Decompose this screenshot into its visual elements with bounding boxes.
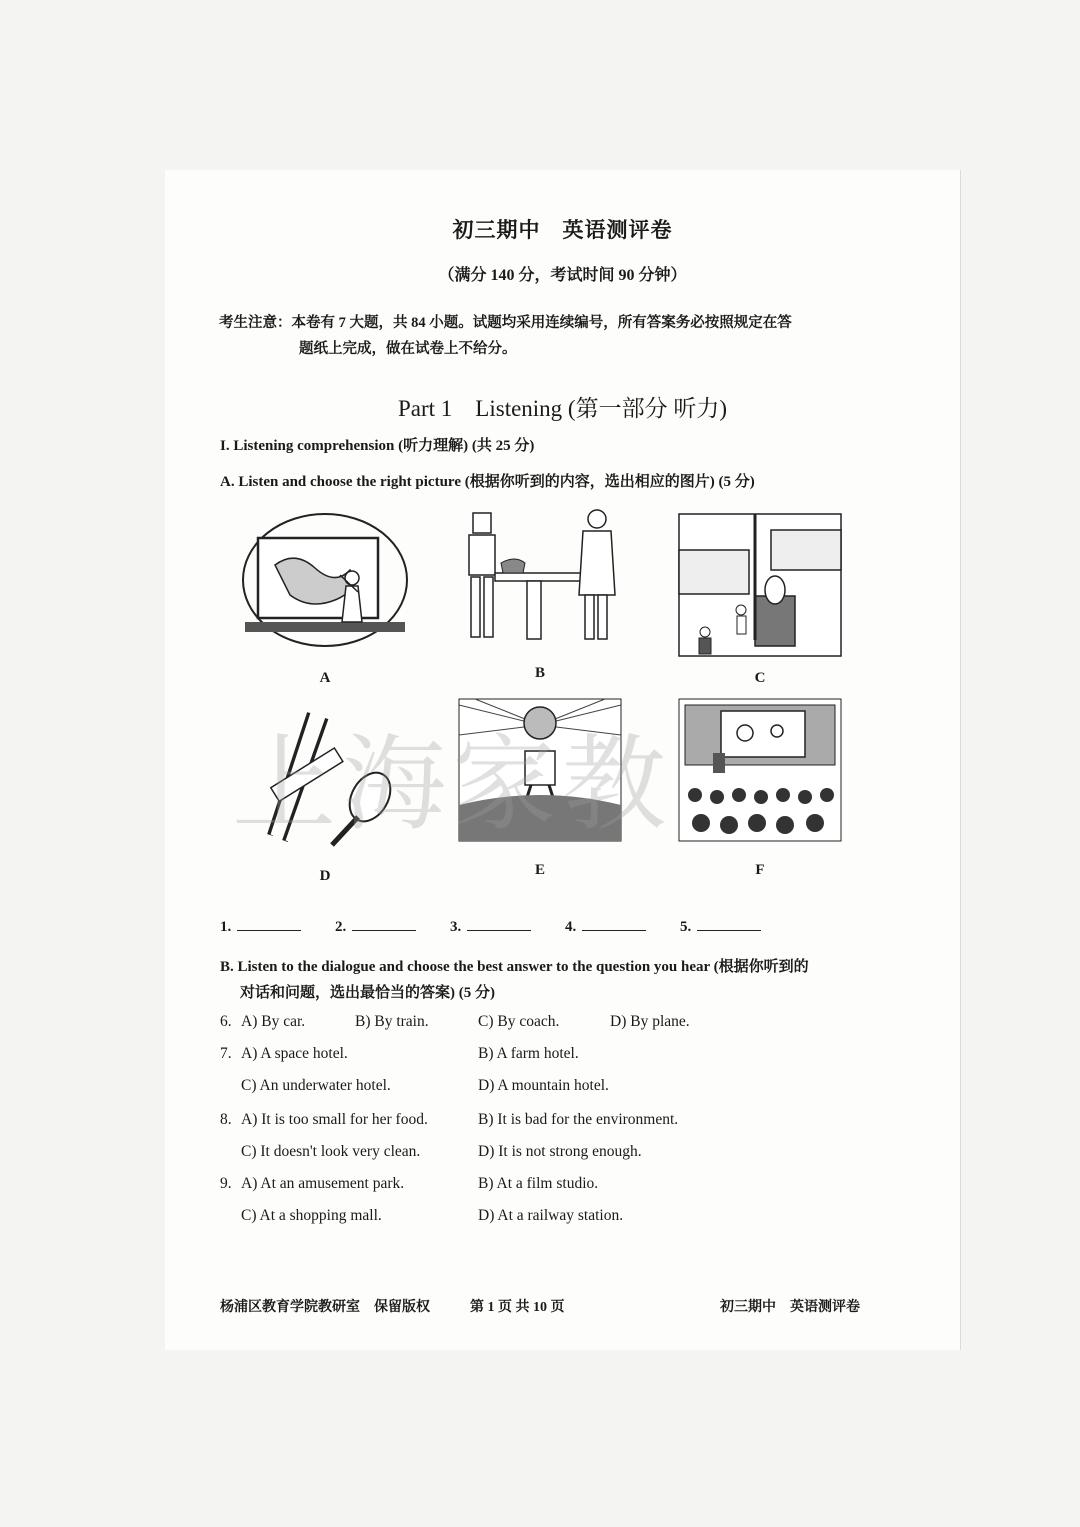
- exam-subtitle: （满分 140 分，考试时间 90 分钟）: [438, 267, 687, 284]
- answer-blank-5: [697, 916, 761, 931]
- option: C) By coach.: [478, 1013, 560, 1030]
- picture-label: A: [319, 670, 331, 686]
- notice-line-2: 题纸上完成，做在试卷上不给分。: [299, 341, 517, 357]
- section-A-heading: A. Listen and choose the right picture (根据你听到的内容，选出相应的图片) (5 分): [220, 474, 755, 490]
- blank-number: 1.: [220, 919, 232, 935]
- option: D) A mountain hotel.: [478, 1077, 609, 1094]
- answer-blank-1: [237, 916, 301, 931]
- option: D) By plane.: [610, 1013, 690, 1030]
- section-B-heading: [220, 954, 900, 1006]
- section-B-line-1: B. Listen to the dialogue and choose the best answer to the question you hear (根据你听到的: [220, 959, 809, 975]
- teacher-map-icon: [240, 510, 410, 660]
- picture-label: C: [754, 670, 766, 686]
- answer-blanks: [220, 916, 791, 936]
- option: D) At a railway station.: [478, 1207, 624, 1224]
- option: B) By train.: [355, 1013, 429, 1030]
- picture-label: D: [319, 868, 331, 884]
- option: B) It is bad for the environment.: [478, 1111, 679, 1128]
- option: B) At a film studio.: [478, 1175, 599, 1192]
- blank-number: 2.: [335, 919, 347, 935]
- museum-icon: [675, 510, 845, 660]
- blank-number: 4.: [565, 919, 577, 935]
- picture-label: F: [755, 862, 765, 878]
- footer-copyright: 杨浦区教育学院教研室 保留版权: [220, 1300, 430, 1315]
- section-B-line-2: 对话和问题，选出最恰当的答案) (5 分): [240, 985, 495, 1001]
- answer-blank-3: [467, 916, 531, 931]
- exam-title: 初三期中 英语测评卷: [452, 218, 673, 242]
- picture-label: B: [534, 665, 545, 681]
- question-number: 9.: [220, 1175, 232, 1192]
- robot-cooking-icon: [455, 505, 625, 655]
- question-number: 6.: [220, 1013, 232, 1030]
- option: A) A space hotel.: [241, 1045, 348, 1062]
- exam-notice: [219, 310, 919, 362]
- option: A) By car.: [241, 1013, 306, 1030]
- blank-number: 3.: [450, 919, 462, 935]
- answer-blank-2: [352, 916, 416, 931]
- question-number: 7.: [220, 1045, 232, 1062]
- option: C) It doesn't look very clean.: [241, 1143, 421, 1160]
- section-I-heading: I. Listening comprehension (听力理解) (共 25 分): [220, 438, 535, 454]
- option: B) A farm hotel.: [478, 1045, 579, 1062]
- footer-exam-name: 初三期中 英语测评卷: [720, 1300, 860, 1315]
- notice-line-1: 考生注意：本卷有 7 大题，共 84 小题。试题均采用连续编号，所有答案务必按照规定在答: [219, 315, 792, 331]
- watermark: 上海家教: [232, 723, 673, 845]
- picture-label: E: [534, 862, 545, 878]
- footer-page-number: 第 1 页 共 10 页: [470, 1300, 565, 1315]
- option: A) It is too small for her food.: [241, 1111, 428, 1128]
- answer-blank-4: [582, 916, 646, 931]
- option: A) At an amusement park.: [241, 1175, 405, 1192]
- option: D) It is not strong enough.: [478, 1143, 642, 1160]
- part-title: Part 1 Listening (第一部分 听力): [398, 396, 727, 421]
- blank-number: 5.: [680, 919, 692, 935]
- option: C) An underwater hotel.: [241, 1077, 391, 1094]
- option: C) At a shopping mall.: [241, 1207, 382, 1224]
- question-number: 8.: [220, 1111, 232, 1128]
